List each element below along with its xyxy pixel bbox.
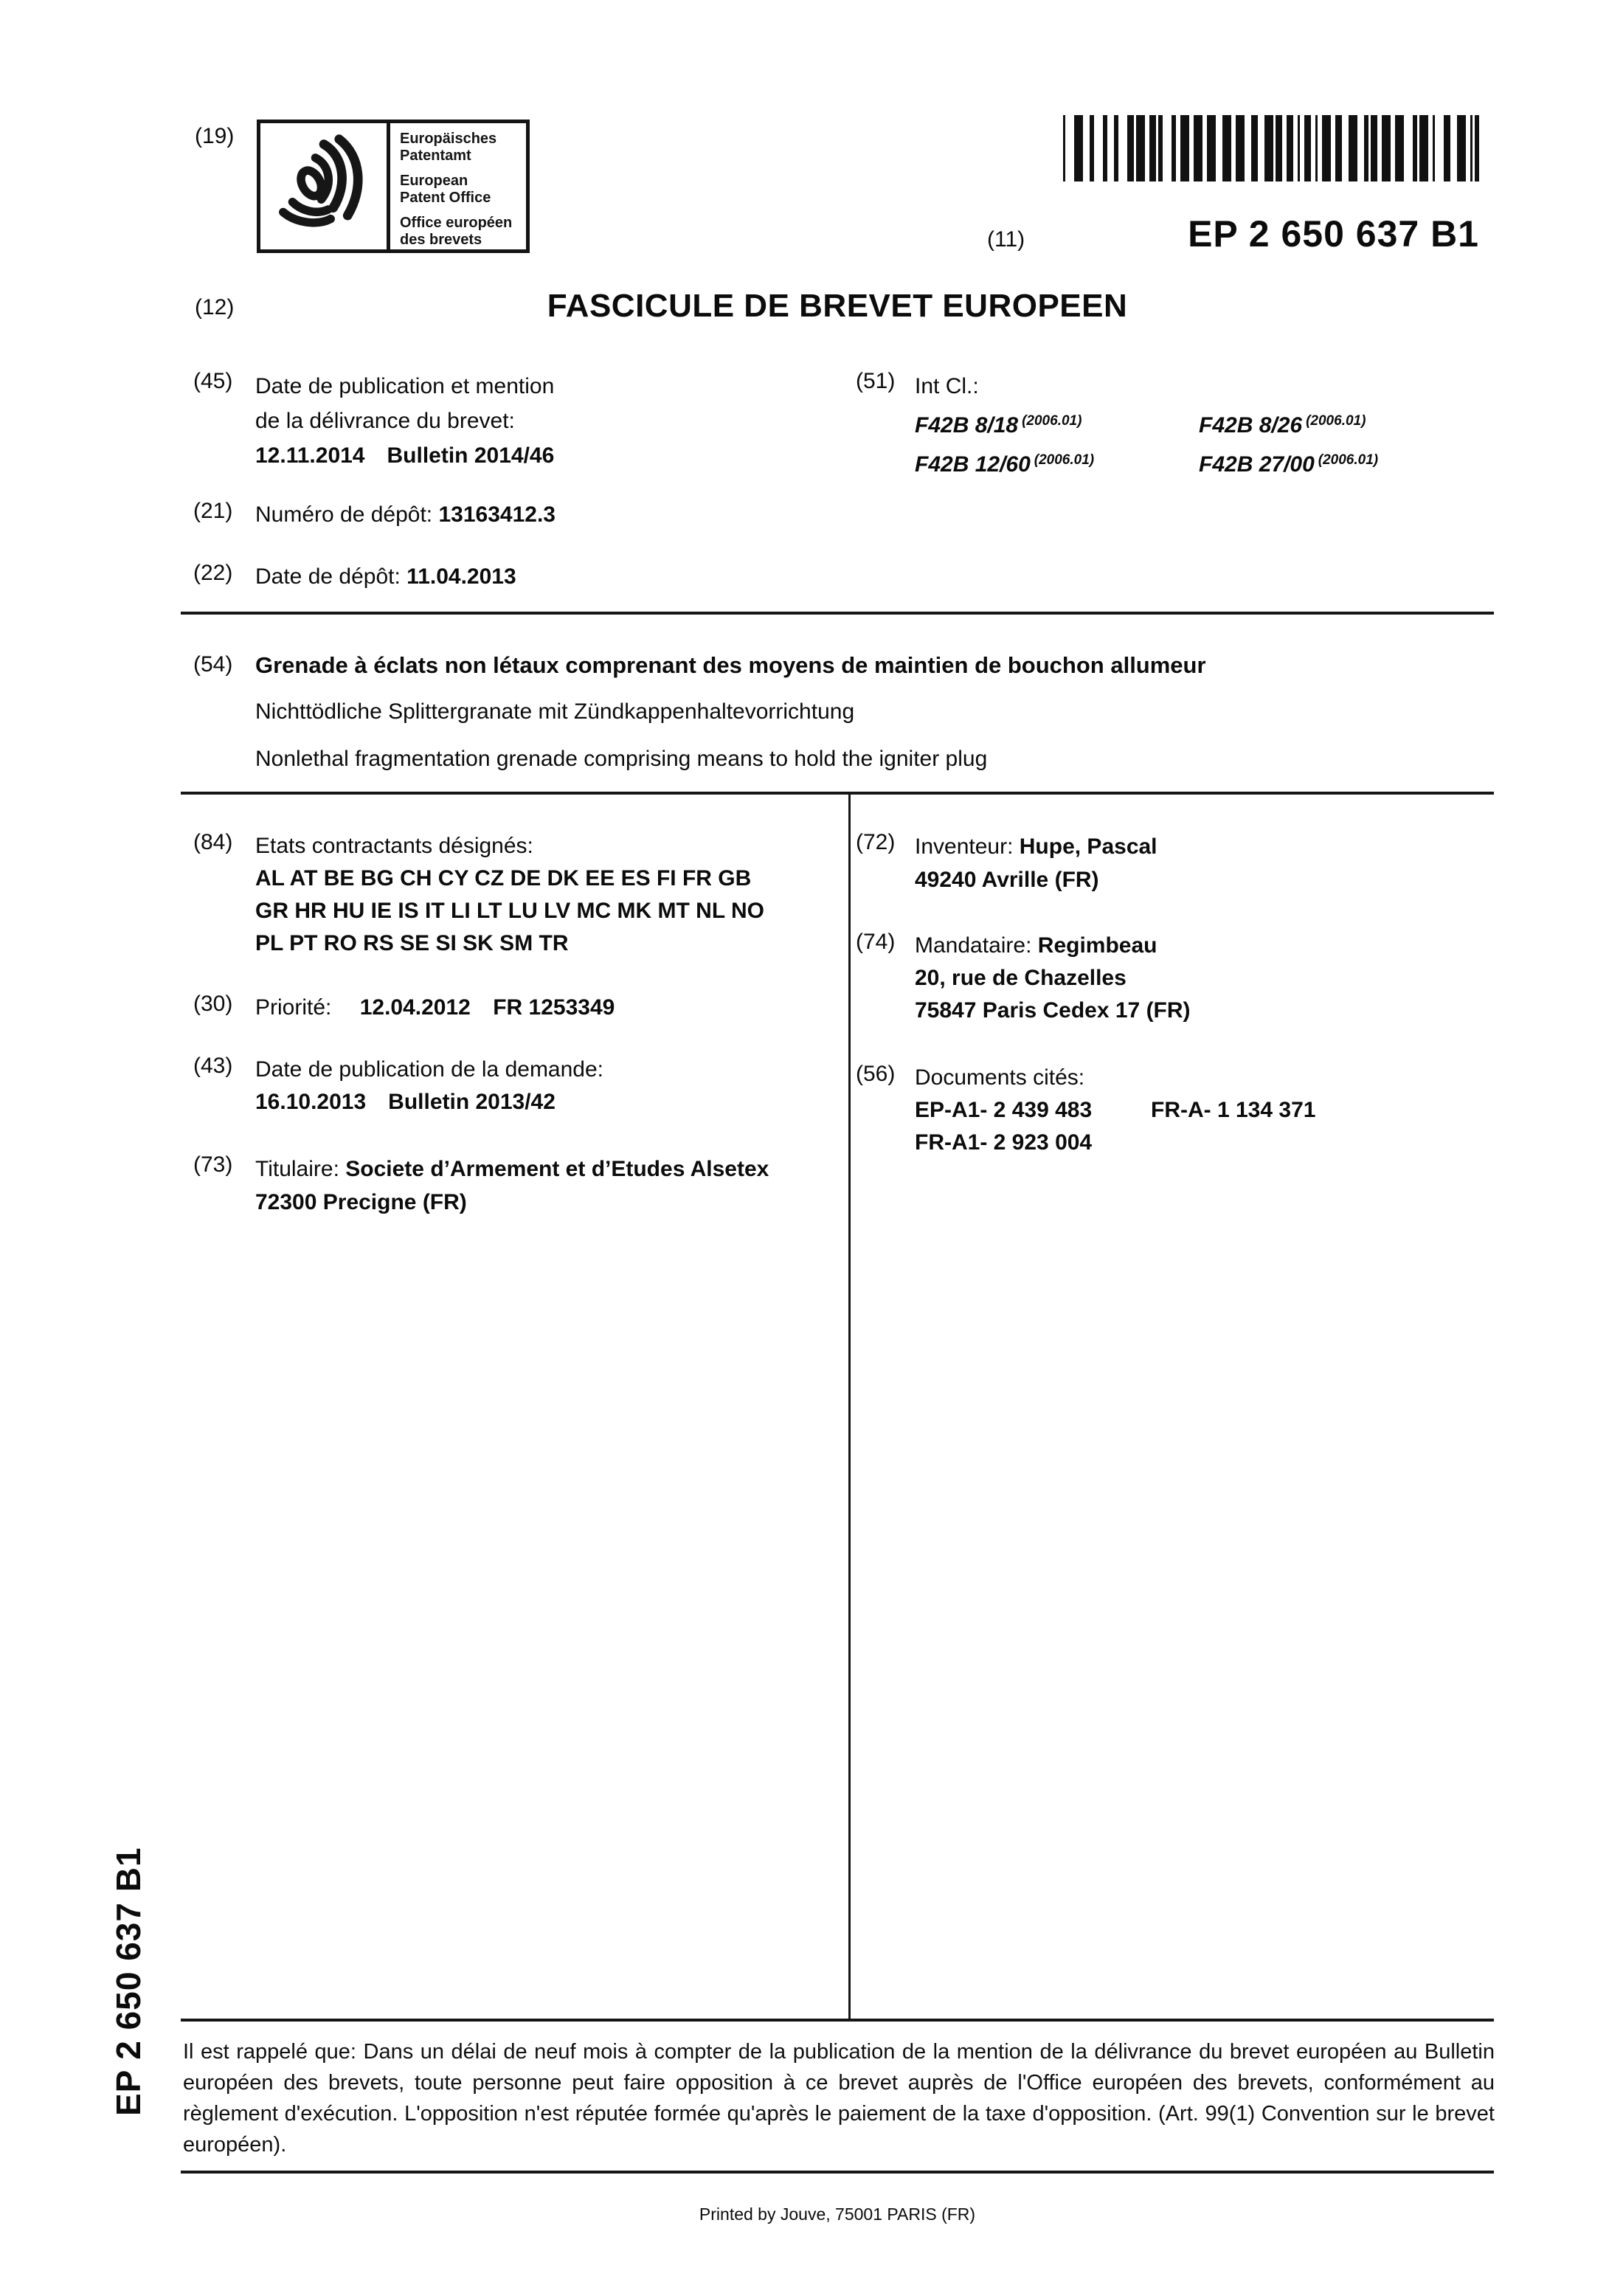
field-51-int-cl: [856, 369, 1490, 482]
field-54-invention-title: [193, 652, 1492, 774]
proprietor-name: Societe d’Armement et d’Etudes Alsetex: [345, 1157, 769, 1181]
field-56-label: Documents cités:: [915, 1065, 1085, 1090]
barcode-bar: [1236, 115, 1245, 181]
field-30-body: [255, 992, 842, 1024]
barcode-bar: [1163, 115, 1172, 181]
ipc-class-grid: [915, 404, 1490, 482]
application-bulletin: Bulletin 2013/42: [388, 1090, 556, 1114]
field-72-label: Inventeur:: [915, 834, 1014, 859]
field-73-label: Titulaire:: [255, 1157, 339, 1181]
field-72-body: [915, 830, 1490, 896]
opposition-notice: Il est rappelé que: Dans un délai de neuf mois à compter de la publication de la mention de la délivrance du brevet européen au Bulletin européen des brevets, toute personne peut faire opposition à ce brevet auprès de l'Office européen des brevets, conformément au règlement d'exécution. L'opposition n'est réputée formée qu'après le paiement de la taxe d'opposition. (Art. 99(1) Convention sur le brevet européen).: [183, 2040, 1495, 2157]
representative-name: Regimbeau: [1037, 933, 1157, 958]
cited-document: EP-A1- 2 439 483: [915, 1098, 1093, 1122]
inid-code-43: (43): [193, 1054, 233, 1078]
barcode-bar: [1245, 115, 1251, 181]
filing-date: 11.04.2013: [406, 564, 516, 589]
barcode-bar: [1382, 115, 1391, 181]
field-43-publication-of-application: [193, 1054, 842, 1118]
barcode-bar: [1276, 115, 1282, 181]
field-21-body: [255, 499, 857, 531]
horizontal-rule-middle: [181, 792, 1494, 795]
inid-code-74: (74): [856, 930, 896, 954]
epo-name-french: Office européen des brevets: [400, 215, 513, 248]
field-30-label: Priorité:: [255, 995, 332, 1020]
barcode-bar: [1395, 115, 1404, 181]
ipc-class: F42B 12/60 $^{(2006.01)}$: [915, 452, 1095, 477]
horizontal-rule-top: [181, 612, 1494, 615]
field-56-body: [915, 1062, 1490, 1159]
inid-code-21: (21): [193, 499, 233, 523]
field-74-label: Mandataire:: [915, 933, 1032, 958]
invention-title-de: Nichttödliche Splittergranate mit Zündkappenhaltevorrichtung: [255, 699, 855, 724]
inid-code-51: (51): [856, 369, 896, 393]
field-74-body: [915, 930, 1490, 1027]
grant-date: 12.11.2014: [255, 443, 365, 468]
barcode-bar: [1419, 115, 1428, 181]
barcode-bar: [1258, 115, 1264, 181]
grant-bulletin: Bulletin 2014/46: [387, 443, 555, 468]
cited-document: FR-A- 1 134 371: [1151, 1098, 1316, 1122]
field-56-citations: [856, 1062, 1490, 1159]
barcode-bar: [1287, 115, 1293, 181]
inid-code-72: (72): [856, 830, 896, 854]
application-number: 13163412.3: [438, 502, 556, 527]
field-21-application-number: [193, 499, 857, 531]
field-45-label-line2: de la délivrance du brevet:: [255, 409, 515, 433]
epo-name-english: European Patent Office: [400, 173, 491, 206]
epo-office-names: [390, 123, 526, 249]
epo-name-german: Europäisches Patentamt: [400, 131, 497, 164]
barcode-bar: [1107, 115, 1114, 181]
barcode-bar: [1127, 115, 1134, 181]
epo-swirl-icon: [273, 131, 375, 243]
field-73-proprietor: [193, 1152, 842, 1219]
column-divider: [848, 792, 851, 2019]
barcode-bar: [1180, 115, 1189, 181]
invention-title-fr: Grenade à éclats non létaux comprenant des moyens de maintien de bouchon allumeur: [255, 652, 1206, 678]
barcode-bar: [1149, 115, 1156, 181]
field-72-inventor: [856, 830, 1490, 896]
barcode-bar: [1450, 115, 1457, 181]
priority-number: FR 1253349: [493, 995, 615, 1020]
proprietor-address: 72300 Precigne (FR): [255, 1190, 467, 1214]
citations-row1: [915, 1094, 1490, 1127]
document-type-title: FASCICULE DE BREVET EUROPEEN: [547, 288, 1128, 324]
field-72-line1: [915, 830, 1490, 863]
sidebar-publication-number: EP 2 650 637 B1: [109, 1847, 148, 2116]
field-73-body: [255, 1152, 842, 1219]
printer-note: Printed by Jouve, 75001 PARIS (FR): [699, 2205, 976, 2224]
barcode-bar: [1444, 115, 1450, 181]
barcode-bar: [1065, 115, 1074, 181]
inid-code-45: (45): [193, 369, 233, 393]
field-84-label: Etats contractants désignés:: [255, 834, 533, 858]
barcode-bar: [1304, 115, 1311, 181]
states-line: AL AT BE BG CH CY CZ DE DK EE ES FI FR GB: [255, 866, 752, 891]
barcode-bar: [1118, 115, 1127, 181]
inid-code-84: (84): [193, 830, 233, 854]
barcode-bar: [1264, 115, 1273, 181]
representative-address-line1: 20, rue de Chazelles: [915, 966, 1127, 990]
field-74-line1: [915, 930, 1490, 962]
epo-logo-emblem: [260, 123, 390, 249]
field-45-publication-date: [193, 369, 828, 473]
horizontal-rule-notice-top: [181, 2019, 1494, 2022]
inid-code-19: (19): [195, 124, 235, 148]
barcode-bar: [1074, 115, 1083, 181]
barcode-bar: [1216, 115, 1222, 181]
barcode-bar: [1435, 115, 1444, 181]
barcode-bar: [1457, 115, 1466, 181]
field-22-label: Date de dépôt:: [255, 564, 401, 589]
field-51-body: [915, 369, 1490, 482]
barcode-bar: [1322, 115, 1331, 181]
epo-logo-box: [257, 120, 530, 253]
barcode-bar: [1335, 115, 1342, 181]
field-22-filing-date: [193, 561, 857, 593]
inid-code-11: (11): [987, 227, 1025, 252]
barcode-bar: [1094, 115, 1103, 181]
field-43-body: [255, 1054, 842, 1118]
inid-code-30: (30): [193, 992, 233, 1016]
field-74-representative: [856, 930, 1490, 1027]
invention-title-en: Nonlethal fragmentation grenade comprising means to hold the igniter plug: [255, 747, 988, 771]
inid-code-73: (73): [193, 1152, 233, 1177]
inid-code-54: (54): [193, 652, 233, 677]
states-line: PL PT RO RS SE SI SK SM TR: [255, 931, 569, 955]
barcode-bar: [1207, 115, 1216, 181]
ipc-class: F42B 8/26 $^{(2006.01)}$: [1199, 413, 1366, 438]
barcode-bar: [1404, 115, 1413, 181]
barcode-bar: [1083, 115, 1090, 181]
ipc-class: F42B 27/00 $^{(2006.01)}$: [1199, 452, 1379, 477]
barcode-bar: [1349, 115, 1357, 181]
publication-number-row: [987, 212, 1479, 255]
barcode-bar: [1342, 115, 1349, 181]
field-73-line1: [255, 1152, 842, 1186]
field-43-value: [255, 1086, 842, 1118]
barcode-bar: [1475, 115, 1479, 181]
barcode-bar: [1251, 115, 1258, 181]
ipc-class: F42B 8/18 $^{(2006.01)}$: [915, 413, 1082, 438]
field-45-label-line1: Date de publication et mention: [255, 374, 555, 398]
application-publication-date: 16.10.2013: [255, 1090, 367, 1114]
field-45-value: [255, 438, 828, 473]
field-51-label: Int Cl.:: [915, 374, 979, 398]
priority-date: 12.04.2012: [359, 995, 471, 1020]
cited-document: FR-A1- 2 923 004: [915, 1130, 1093, 1155]
field-45-body: [255, 369, 828, 473]
barcode-bar: [1194, 115, 1202, 181]
representative-address-line2: 75847 Paris Cedex 17 (FR): [915, 998, 1191, 1023]
field-22-body: [255, 561, 857, 593]
horizontal-rule-bottom: [181, 2171, 1494, 2174]
inventor-name: Hupe, Pascal: [1019, 834, 1157, 859]
field-30-priority: [193, 992, 842, 1024]
barcode-bar: [1357, 115, 1364, 181]
field-84-body: [255, 830, 842, 960]
field-21-label: Numéro de dépôt:: [255, 502, 433, 527]
inid-code-22: (22): [193, 561, 233, 585]
barcode: [1063, 115, 1479, 181]
field-84-contracting-states: [193, 830, 842, 960]
field-43-label: Date de publication de la demande:: [255, 1057, 604, 1082]
inid-code-56: (56): [856, 1062, 896, 1086]
barcode-bar: [1136, 115, 1145, 181]
inventor-address: 49240 Avrille (FR): [915, 868, 1099, 892]
states-line: GR HR HU IE IS IT LI LT LU LV MC MK MT NL NO: [255, 899, 764, 923]
barcode-bar: [1222, 115, 1231, 181]
publication-number: EP 2 650 637 B1: [1188, 213, 1479, 255]
inid-code-12: (12): [195, 295, 235, 319]
barcode-bar: [1371, 115, 1377, 181]
